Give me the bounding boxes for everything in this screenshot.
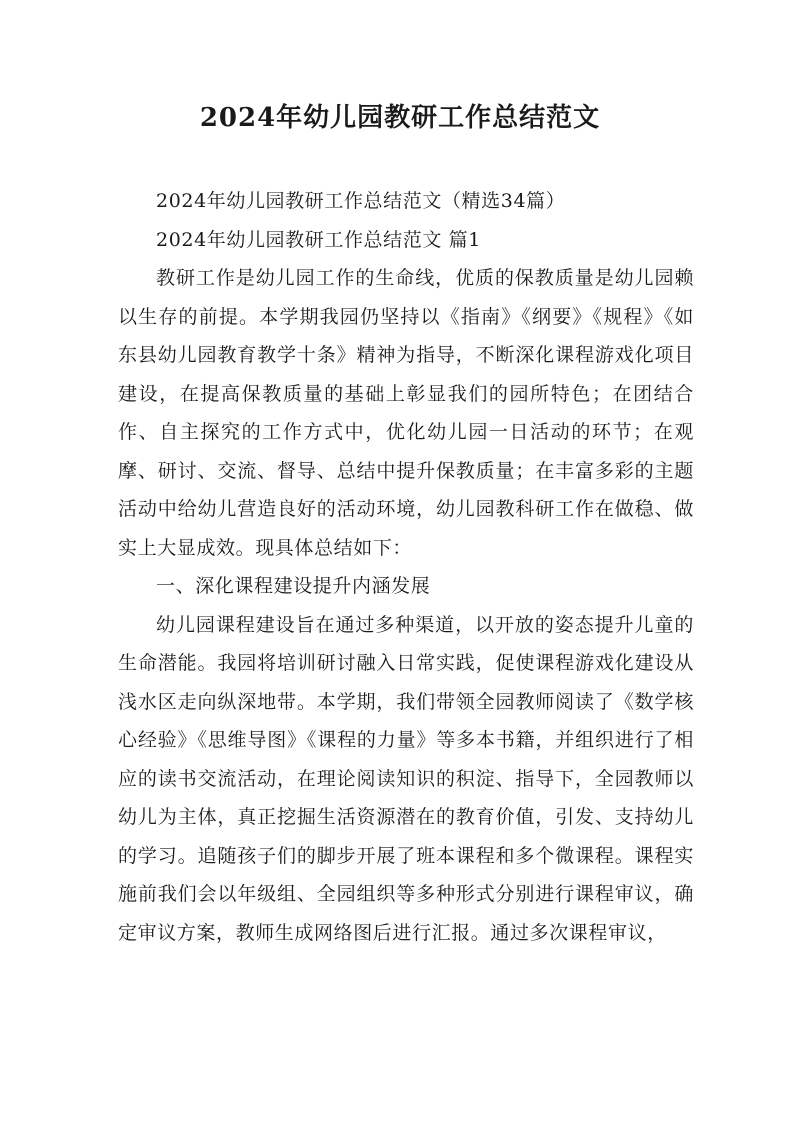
document-body [118, 182, 694, 952]
body-paragraph: 幼儿园课程建设旨在通过多种渠道，以开放的姿态提升儿童的生命潜能。我园将培训研讨融入日常实践，促使课程游戏化建设从浅水区走向纵深地带。本学期，我们带领全园教师阅读了《数学核心经验》《思维导图》《课程的力量》等多本书籍，并组织进行了相应的读书交流活动，在理论阅读知识的积淀、指导下，全园教师以幼儿为主体，真正挖掘生活资源潜在的教育价值，引发、支持幼儿的学习。追随孩子们的脚步开展了班本课程和多个微课程。课程实施前我们会以年级组、全园组织等多种形式分别进行课程审议，确定审议方案，教师生成网络图后进行汇报。通过多次课程审议， [118, 613, 694, 944]
intro-paragraph: 教研工作是幼儿园工作的生命线，优质的保教质量是幼儿园赖以生存的前提。本学期我园仍坚持以《指南》《纲要》《规程》《如东县幼儿园教育教学十条》精神为指导，不断深化课程游戏化项目建设，在提高保教质量的基础上彰显我们的园所特色；在团结合作、自主探究的工作方式中，优化幼儿园一日活动的环节；在观摩、研讨、交流、督导、总结中提升保教质量；在丰富多彩的主题活动中给幼儿营造良好的活动环境，幼儿园教科研工作在做稳、做实上大显成效。现具体总结如下： [118, 267, 694, 559]
subtitle-paragraph: 2024年幼儿园教研工作总结范文（精选34篇） [156, 190, 566, 212]
section-heading-1: 一、深化课程建设提升内涵发展 [156, 575, 431, 597]
document-title: 2024年幼儿园教研工作总结范文 [199, 103, 601, 133]
section-heading-article-1: 2024年幼儿园教研工作总结范文 篇1 [156, 228, 481, 251]
